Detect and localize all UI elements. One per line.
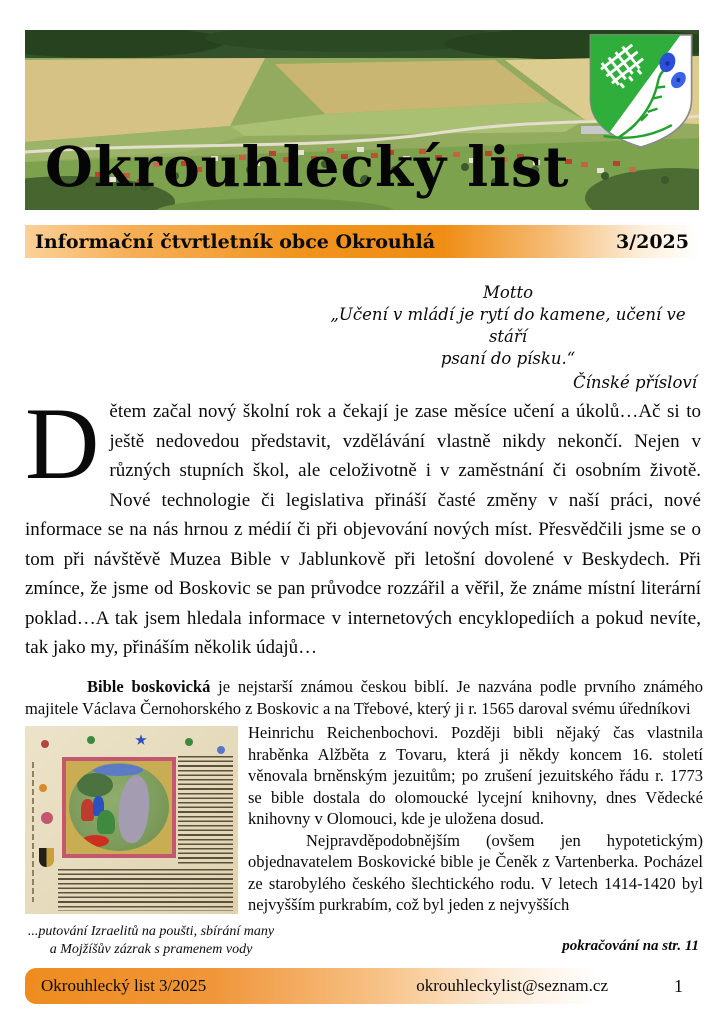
footer-bar: [25, 968, 699, 1004]
miniature-tree: [77, 773, 113, 797]
decor-bird-icon: [41, 740, 49, 748]
motto-quote-line-1: „Učení v mládí je rytí do kamene, učení ve stáří: [330, 305, 686, 346]
miniature-scene: [69, 763, 169, 851]
image-caption: [25, 923, 277, 959]
footer-email: okrouhleckylist@seznam.cz: [416, 976, 608, 995]
editorial-text: ětem začal nový školní rok a čekají je zase měsíce učení a úkolů…Ač si to ještě nedovedou představit, vzdělávání vlastně nikdy nekončí. Nejen v různých stupních škol, ale celoživotně i v zaměstnání či osobním životě. Nové technologie či legislativa přináší časté změny v naší práci, nové informace se na nás hrnou z médií či při objevování nových míst. Přesvědčili jsme se o tom při návštěvě Muzea Bible v Jablunkově při letošní dovolené v Beskydech. Při zmínce, že jsme od Boskovic se pan průvodce rozzářil a věřil, že známe místní literární poklad…A tak jsem hledala informace v internetových encyklopediích a pokud nevíte, tak jako my, přináším několik údajů…: [25, 401, 701, 658]
decor-vine: [32, 762, 34, 902]
caption-line-2: a Mojžíšův zázrak s pramenem vody: [49, 942, 253, 957]
bible-text-beside-image: Heinrichu Reichenbochovi. Později bibli nějaký čas vlastnila hraběnka Alžběta z Tovaru, která ji někdy koncem 16. století věnovala brněnským jezuitům; po zrušení jezuitského řádu r. 1773 se bible dostala do olomoucké lycejní knihovny, dnes Vědecké knihovny v Olomouci, kde je uložena dosud.: [248, 723, 703, 828]
motto-quote-line-2: psaní do písku.“: [440, 349, 576, 368]
continuation-note: pokračování na str. 11: [562, 938, 699, 954]
motto-label: Motto: [482, 283, 534, 302]
decor-bird-icon: [87, 736, 95, 744]
bible-paragraph-2: Nejpravděpodobnějším (ovšem jen hypotetickým) objednavatelem Boskovické bible je Čeněk z Vartenberka. Pocházel ze starobylého českého šlechtického rodu. V letech 1414-1420 byl nejvyšším purkrabím, což byl jeden z nejvyšších: [248, 830, 703, 914]
newsletter-title: Okrouhlecký list: [45, 134, 570, 199]
miniature-rock: [114, 773, 153, 845]
gothic-text-column: [178, 756, 233, 866]
manuscript-image: [25, 726, 238, 914]
illuminated-miniature: [62, 757, 176, 858]
bible-article: [25, 676, 703, 916]
article-lead: Bible boskovická: [87, 677, 211, 696]
margin-shield-icon: [39, 848, 54, 867]
miniature-spring: [82, 835, 109, 847]
masthead: [25, 30, 699, 210]
miniature-figure: [97, 810, 115, 834]
caption-line-1: ...putování Izraelitů na poušti, sbírání many: [27, 924, 275, 939]
decor-flower-icon: [217, 746, 225, 754]
issue-number: 3/2025: [615, 230, 689, 253]
decor-bird-icon: [185, 738, 193, 746]
motto-attribution: Čínské přísloví: [572, 373, 697, 392]
issue-subtitle: Informační čtvrtletník obce Okrouhlá: [35, 230, 436, 253]
page-number: 1: [674, 975, 683, 996]
village-crest-icon: [586, 30, 696, 152]
editorial-paragraph: [25, 387, 701, 663]
footer-title: Okrouhlecký list 3/2025: [41, 976, 207, 995]
decor-sun-icon: [39, 784, 47, 792]
bible-body: [25, 722, 703, 916]
gothic-text-block: [58, 869, 233, 911]
bible-intro-text: je nejstarší známou českou biblí. Je nazvána podle prvního známého majitele Václava Černohorského z Boskovic a na Třebové, který ji r. 1565 daroval svému úředníkovi: [25, 677, 703, 718]
decor-star-icon: [135, 734, 147, 746]
decor-rose-icon: [41, 812, 53, 824]
drop-cap: D: [25, 387, 100, 501]
motto-block: [317, 282, 699, 394]
issue-info-bar: [25, 225, 699, 258]
bible-intro: [25, 676, 703, 719]
